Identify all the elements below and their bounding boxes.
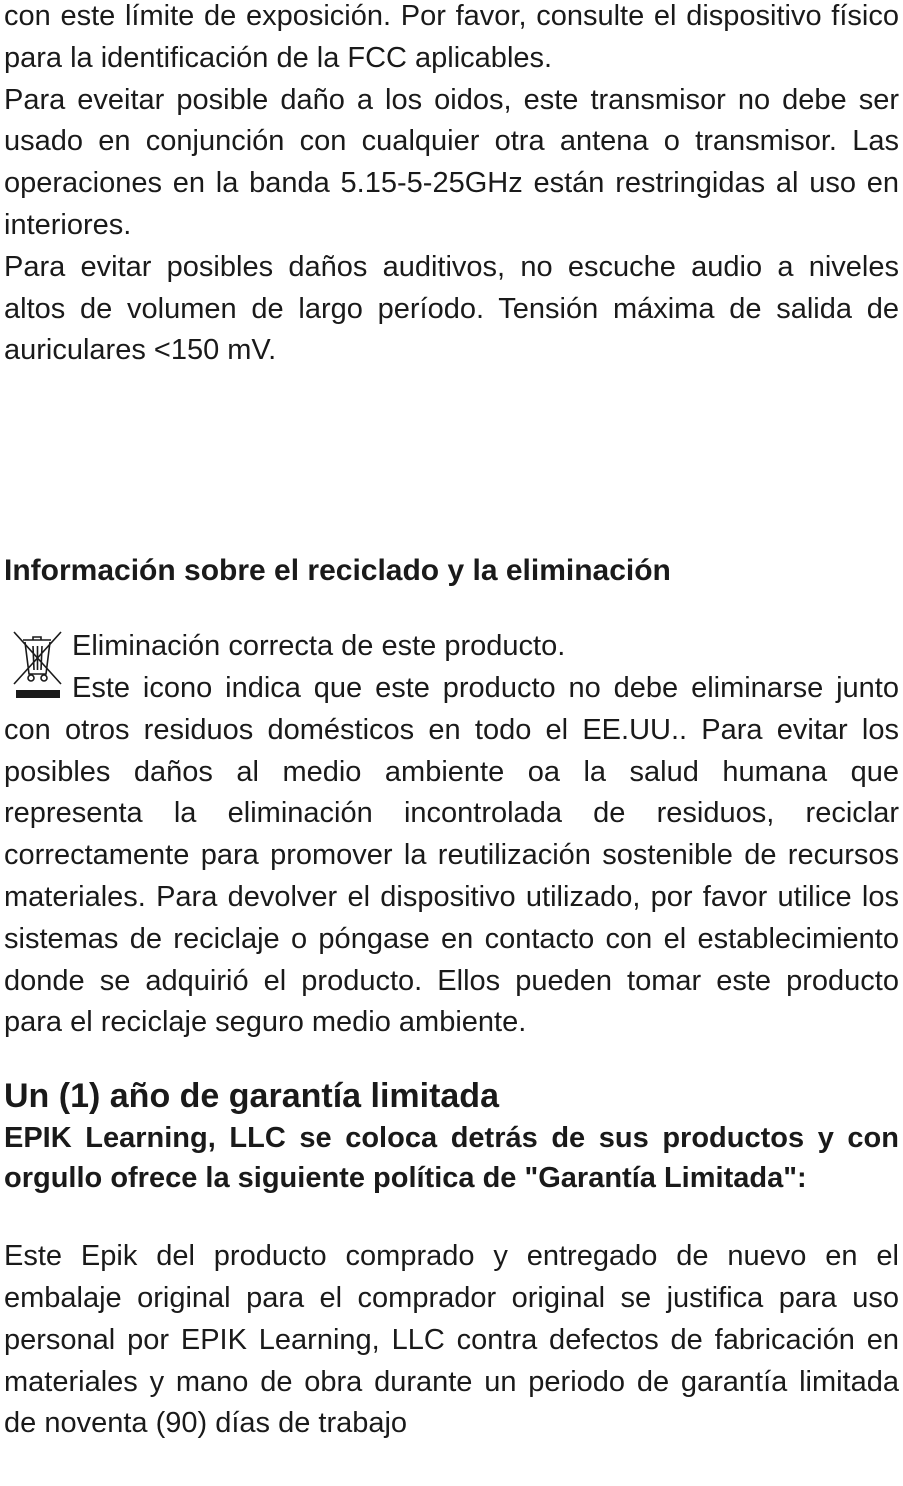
recycling-body: Este icono indica que este producto no debe eliminarse junto con otros residuos domésticos en todo el EE.UU.. Para evitar los posibles daños al medio ambiente oa la salud humana que representa la eliminación incontrolada de residuos, reciclar correctamente para promover la reutilización sostenible de recursos materiales. Para devolver el dispositivo utilizado, por favor utilice los sistemas de reciclaje o póngase en contacto con el establecimiento donde se adquirió el producto. Ellos pueden tomar este producto para el reciclaje seguro medio ambiente.	[4, 671, 899, 1039]
exposure-paragraph-2: Para eveitar posible daño a los oidos, este transmisor no debe ser usado en conjunción con cualquier otra antena o transmisor. Las operaciones en la banda 5.15-5-25GHz están restringidas al uso en interiores.	[4, 83, 899, 241]
recycling-line-1: Eliminación correcta de este producto.	[72, 630, 566, 663]
warranty-body: Este Epik del producto comprado y entregado de nuevo en el embalaje original para el comprador original se justifica para uso personal por EPIK Learning, LLC contra defectos de fabricación en materiales y mano de obra durante un periodo de garantía limitada de noventa (90) días de trabajo	[4, 1240, 899, 1440]
recycling-heading: Información sobre el reciclado y la eliminación	[4, 554, 671, 588]
recycling-section	[4, 626, 899, 1044]
warranty-subtitle: EPIK Learning, LLC se coloca detrás de sus productos y con orgullo ofrece la siguiente política de "Garantía Limitada":	[4, 1122, 899, 1195]
exposure-paragraph-3: Para evitar posibles daños auditivos, no escuche audio a niveles altos de volumen de largo período. Tensión máxima de salida de auriculares <150 mV.	[4, 250, 899, 367]
exposure-paragraph-1: con este límite de exposición. Por favor, consulte el dispositivo físico para la identificación de la FCC aplicables.	[4, 0, 899, 74]
warranty-title: Un (1) año de garantía limitada	[4, 1077, 499, 1116]
crossed-out-wheelie-bin-icon	[6, 628, 68, 708]
